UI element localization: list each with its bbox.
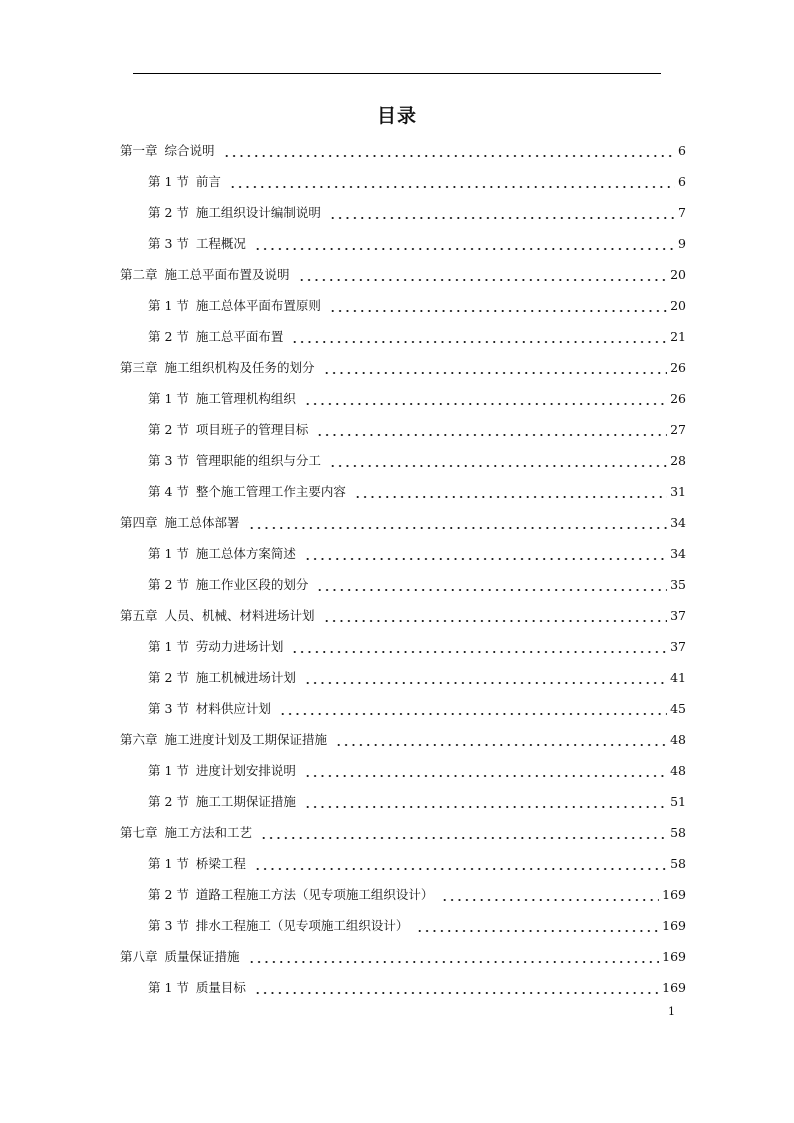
toc-entry[interactable] (120, 606, 686, 626)
toc-entry-label: 施工工期保证措施 (195, 794, 296, 809)
toc-entry-label: 施工总体部署 (164, 515, 240, 530)
toc-dot-leader (304, 544, 667, 564)
toc-entry-page: 34 (670, 515, 686, 530)
toc-entry-number: 第 2 节 (148, 670, 189, 685)
toc-entry-page: 34 (670, 546, 686, 561)
toc-entry[interactable] (148, 885, 686, 905)
toc-entry-number: 第八章 (120, 949, 158, 964)
toc-dot-leader (254, 978, 659, 998)
toc-entry-number: 第一章 (120, 143, 158, 158)
toc-entry[interactable] (148, 420, 686, 440)
toc-entry-label: 施工组织设计编制说明 (195, 205, 321, 220)
toc-entry-page: 26 (670, 360, 686, 375)
toc-entry[interactable] (148, 761, 686, 781)
toc-dot-leader (229, 172, 675, 192)
toc-entry-label: 施工组织机构及任务的划分 (164, 360, 315, 375)
toc-entry[interactable] (148, 916, 686, 936)
toc-entry-label: 施工总平面布置 (195, 329, 284, 344)
toc-entry-number: 第 2 节 (148, 422, 189, 437)
toc-entry-page: 7 (678, 205, 686, 220)
toc-entry-label: 施工总平面布置及说明 (164, 267, 290, 282)
toc-entry-label: 管理职能的组织与分工 (195, 453, 321, 468)
toc-entry-number: 第 3 节 (148, 453, 189, 468)
toc-entry-page: 48 (670, 732, 686, 747)
toc-entry-number: 第 1 节 (148, 856, 189, 871)
toc-entry-page: 169 (662, 949, 686, 964)
toc-entry-number: 第 1 节 (148, 391, 189, 406)
toc-entry[interactable] (148, 327, 686, 347)
toc-entry-number: 第二章 (120, 267, 158, 282)
toc-dot-leader (279, 699, 667, 719)
toc-dot-leader (354, 482, 667, 502)
toc-entry-number: 第五章 (120, 608, 158, 623)
toc-entry-page: 169 (662, 887, 686, 902)
toc-entry[interactable] (120, 141, 686, 161)
toc-entry[interactable] (148, 854, 686, 874)
toc-dot-leader (329, 296, 667, 316)
toc-entry-number: 第 1 节 (148, 546, 189, 561)
toc-entry-label: 排水工程施工（见专项施工组织设计） (195, 918, 409, 933)
toc-entry-label: 人员、机械、材料进场计划 (164, 608, 315, 623)
toc-entry-page: 45 (670, 701, 686, 716)
toc-entry[interactable] (148, 296, 686, 316)
toc-entry-number: 第 1 节 (148, 763, 189, 778)
toc-entry-label: 质量目标 (195, 980, 246, 995)
toc-dot-leader (248, 947, 660, 967)
toc-entry-number: 第 1 节 (148, 980, 189, 995)
toc-dot-leader (441, 885, 659, 905)
toc-entry-page: 58 (670, 825, 686, 840)
toc-dot-leader (223, 141, 675, 161)
toc-dot-leader (316, 420, 667, 440)
toc-entry-page: 28 (670, 453, 686, 468)
header-rule (133, 73, 661, 74)
toc-entry-page: 21 (670, 329, 686, 344)
toc-entry-label: 施工总体方案简述 (195, 546, 296, 561)
toc-entry-page: 20 (670, 298, 686, 313)
toc-entry-label: 综合说明 (164, 143, 215, 158)
toc-dot-leader (260, 823, 667, 843)
toc-entry-label: 工程概况 (195, 236, 246, 251)
toc-entry[interactable] (148, 482, 686, 502)
toc-entry[interactable] (148, 575, 686, 595)
toc-entry-page: 20 (670, 267, 686, 282)
toc-entry[interactable] (148, 544, 686, 564)
toc-entry[interactable] (148, 451, 686, 471)
toc-entry-page: 37 (670, 608, 686, 623)
toc-entry-label: 进度计划安排说明 (195, 763, 296, 778)
toc-entry[interactable] (148, 668, 686, 688)
toc-dot-leader (254, 234, 675, 254)
toc-entry-page: 58 (670, 856, 686, 871)
toc-dot-leader (329, 451, 667, 471)
toc-entry-label: 材料供应计划 (195, 701, 271, 716)
toc-entry-number: 第 2 节 (148, 329, 189, 344)
toc-entry-page: 41 (670, 670, 686, 685)
toc-entry-page: 26 (670, 391, 686, 406)
toc-entry-number: 第 2 节 (148, 794, 189, 809)
toc-entry-number: 第 3 节 (148, 236, 189, 251)
toc-entry[interactable] (120, 265, 686, 285)
toc-entry[interactable] (148, 234, 686, 254)
toc-entry-label: 整个施工管理工作主要内容 (195, 484, 346, 499)
toc-dot-leader (304, 761, 667, 781)
toc-dot-leader (416, 916, 659, 936)
toc-dot-leader (304, 389, 667, 409)
toc-entry-number: 第 3 节 (148, 701, 189, 716)
toc-entry-page: 6 (678, 143, 686, 158)
toc-entry-page: 35 (670, 577, 686, 592)
toc-entry-label: 施工方法和工艺 (164, 825, 253, 840)
toc-entry-number: 第 1 节 (148, 298, 189, 313)
toc-entry-label: 道路工程施工方法（见专项施工组织设计） (195, 887, 434, 902)
toc-entry-number: 第四章 (120, 515, 158, 530)
toc-entry[interactable] (148, 699, 686, 719)
toc-entry-number: 第 1 节 (148, 174, 189, 189)
toc-entry-number: 第 2 节 (148, 887, 189, 902)
toc-entry[interactable] (148, 978, 686, 998)
toc-entry-label: 施工作业区段的划分 (195, 577, 309, 592)
toc-dot-leader (316, 575, 667, 595)
toc-dot-leader (298, 265, 668, 285)
toc-dot-leader (304, 668, 667, 688)
toc-entry-label: 桥梁工程 (195, 856, 246, 871)
toc-dot-leader (291, 327, 667, 347)
toc-entry-page: 31 (670, 484, 686, 499)
toc-dot-leader (248, 513, 668, 533)
toc-entry[interactable] (120, 823, 686, 843)
toc-dot-leader (323, 358, 668, 378)
toc-entry-number: 第三章 (120, 360, 158, 375)
toc-dot-leader (335, 730, 667, 750)
toc-entry-number: 第 2 节 (148, 205, 189, 220)
toc-dot-leader (329, 203, 675, 223)
toc-entry-page: 169 (662, 980, 686, 995)
toc-entry-label: 劳动力进场计划 (195, 639, 284, 654)
toc-dot-leader (323, 606, 668, 626)
toc-entry-page: 37 (670, 639, 686, 654)
toc-entry-label: 施工管理机构组织 (195, 391, 296, 406)
toc-title: 目录 (376, 105, 417, 127)
toc-entry-label: 施工机械进场计划 (195, 670, 296, 685)
toc-dot-leader (291, 637, 667, 657)
toc-entry-number: 第 3 节 (148, 918, 189, 933)
toc-entry-number: 第 4 节 (148, 484, 189, 499)
toc-dot-leader (304, 792, 667, 812)
toc-entry-label: 施工总体平面布置原则 (195, 298, 321, 313)
toc-entry[interactable] (148, 389, 686, 409)
toc-entry-number: 第六章 (120, 732, 158, 747)
toc-entry[interactable] (148, 792, 686, 812)
toc-entry-page: 48 (670, 763, 686, 778)
page-number: 1 (668, 1005, 675, 1018)
toc-entry-number: 第 1 节 (148, 639, 189, 654)
toc-entry[interactable] (120, 513, 686, 533)
toc-entry-page: 9 (678, 236, 686, 251)
toc-entry-label: 前言 (195, 174, 221, 189)
toc-entry-number: 第 2 节 (148, 577, 189, 592)
toc-entry-label: 施工进度计划及工期保证措施 (164, 732, 328, 747)
toc-entry-page: 51 (670, 794, 686, 809)
toc-entry-number: 第七章 (120, 825, 158, 840)
toc-entry[interactable] (120, 947, 686, 967)
toc-dot-leader (254, 854, 667, 874)
toc-entry-page: 27 (670, 422, 686, 437)
toc-entry-page: 169 (662, 918, 686, 933)
toc-entry[interactable] (148, 203, 686, 223)
toc-entry[interactable] (148, 637, 686, 657)
toc-entry-page: 6 (678, 174, 686, 189)
toc-entry[interactable] (120, 730, 686, 750)
toc-entry-label: 质量保证措施 (164, 949, 240, 964)
toc-entry-label: 项目班子的管理目标 (195, 422, 309, 437)
toc-entry[interactable] (120, 358, 686, 378)
toc-entry[interactable] (148, 172, 686, 192)
